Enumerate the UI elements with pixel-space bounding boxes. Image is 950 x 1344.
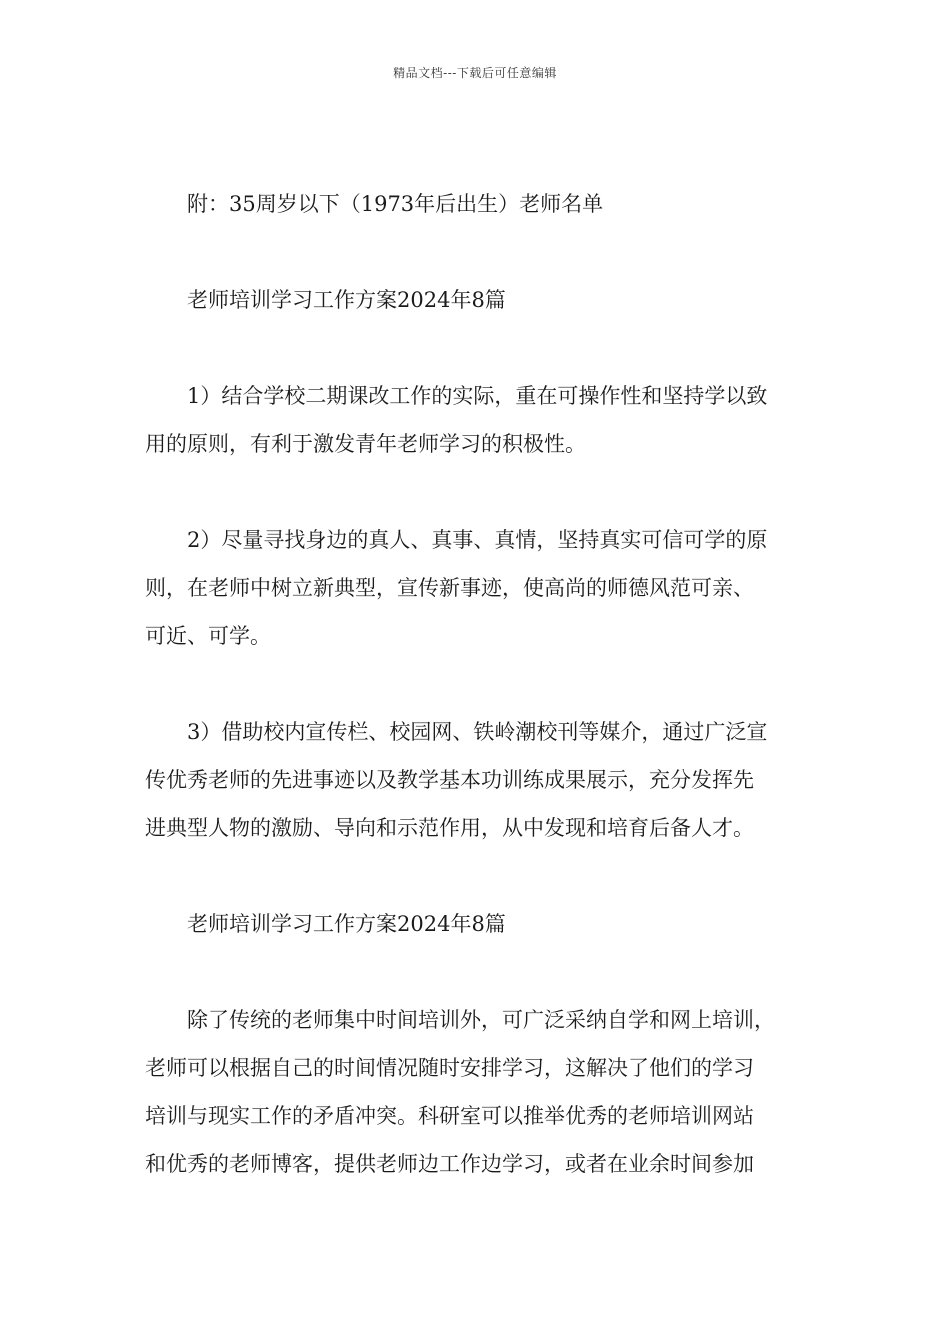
section-title: 老师培训学习工作方案2024年8篇 — [187, 288, 506, 312]
document-body — [145, 180, 817, 1188]
spacer — [145, 468, 817, 516]
paragraph-line: 2）尽量寻找身边的真人、真事、真情，坚持真实可信可学的原 — [187, 528, 768, 552]
paragraph-1 — [145, 372, 817, 468]
spacer — [145, 324, 817, 372]
paragraph-4 — [145, 996, 817, 1188]
paragraph-line: 培训与现实工作的矛盾冲突。科研室可以推举优秀的老师培训网站 — [145, 1104, 754, 1128]
paragraph-line: 和优秀的老师博客，提供老师边工作边学习，或者在业余时间参加 — [145, 1152, 754, 1176]
spacer — [145, 948, 817, 996]
paragraph-line: 除了传统的老师集中时间培训外，可广泛采纳自学和网上培训， — [187, 1008, 775, 1032]
paragraph-2 — [145, 516, 817, 660]
paragraph-line: 传优秀老师的先进事迹以及教学基本功训练成果展示，充分发挥先 — [145, 768, 754, 792]
spacer — [145, 852, 817, 900]
paragraph-line: 用的原则，有利于激发青年老师学习的积极性。 — [145, 432, 586, 456]
paragraph-3 — [145, 708, 817, 852]
paragraph-line: 老师可以根据自己的时间情况随时安排学习，这解决了他们的学习 — [145, 1056, 754, 1080]
paragraph-line: 可近、可学。 — [145, 624, 271, 648]
spacer — [145, 228, 817, 276]
paragraph-line: 则，在老师中树立新典型，宣传新事迹，使高尚的师德风范可亲、 — [145, 576, 754, 600]
page-header: 精品文档---下载后可任意编辑 — [393, 66, 557, 80]
appendix-line: 附：35周岁以下（1973年后出生）老师名单 — [187, 192, 604, 216]
paragraph-line: 进典型人物的激励、导向和示范作用，从中发现和培育后备人才。 — [145, 816, 754, 840]
paragraph-line: 1）结合学校二期课改工作的实际，重在可操作性和坚持学以致 — [187, 384, 768, 408]
section-title: 老师培训学习工作方案2024年8篇 — [187, 912, 506, 936]
spacer — [145, 660, 817, 708]
paragraph-line: 3）借助校内宣传栏、校园网、铁岭潮校刊等媒介，通过广泛宣 — [187, 720, 768, 744]
